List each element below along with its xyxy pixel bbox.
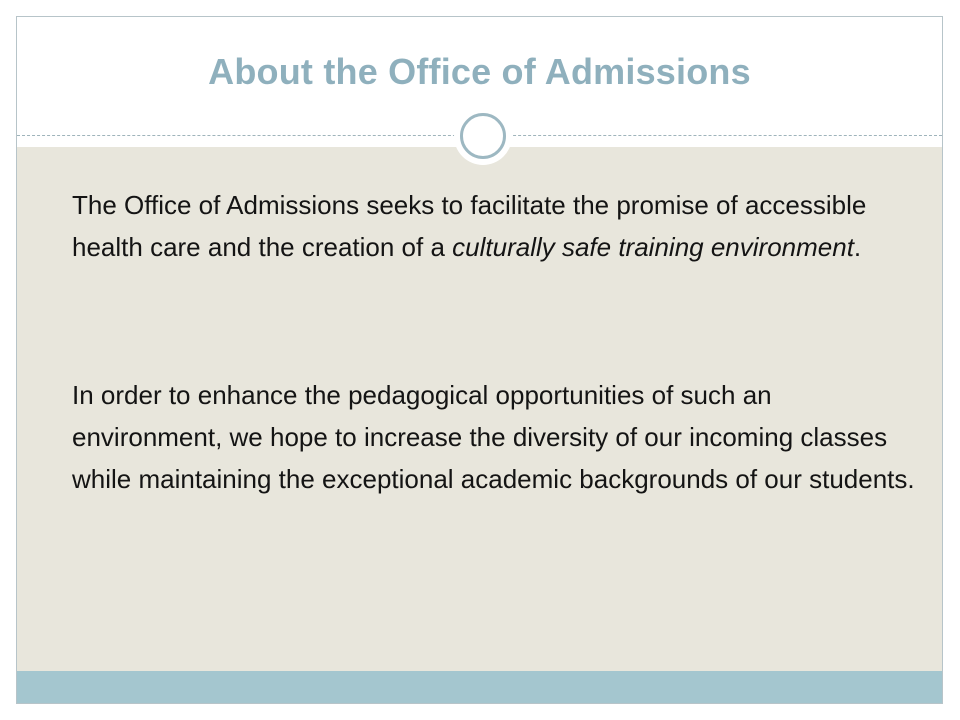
- paragraph-mission-end: .: [853, 232, 862, 262]
- bottom-bar: [17, 671, 942, 704]
- circle-ornament-icon: [460, 113, 506, 159]
- slide-title: About the Office of Admissions: [208, 51, 751, 92]
- slide-frame: [16, 16, 943, 704]
- paragraph-mission-emphasis: culturally safe training environment: [452, 232, 854, 262]
- paragraph-mission: [72, 184, 922, 268]
- paragraph-mission-text: The Office of Admissions seeks to facilitate the promise of accessible health care and the creation of a: [72, 190, 867, 262]
- paragraph-diversity: In order to enhance the pedagogical opportunities of such an environment, we hope to increase the diversity of our incoming classes while maintaining the exceptional academic backgrounds of our students.: [72, 380, 915, 494]
